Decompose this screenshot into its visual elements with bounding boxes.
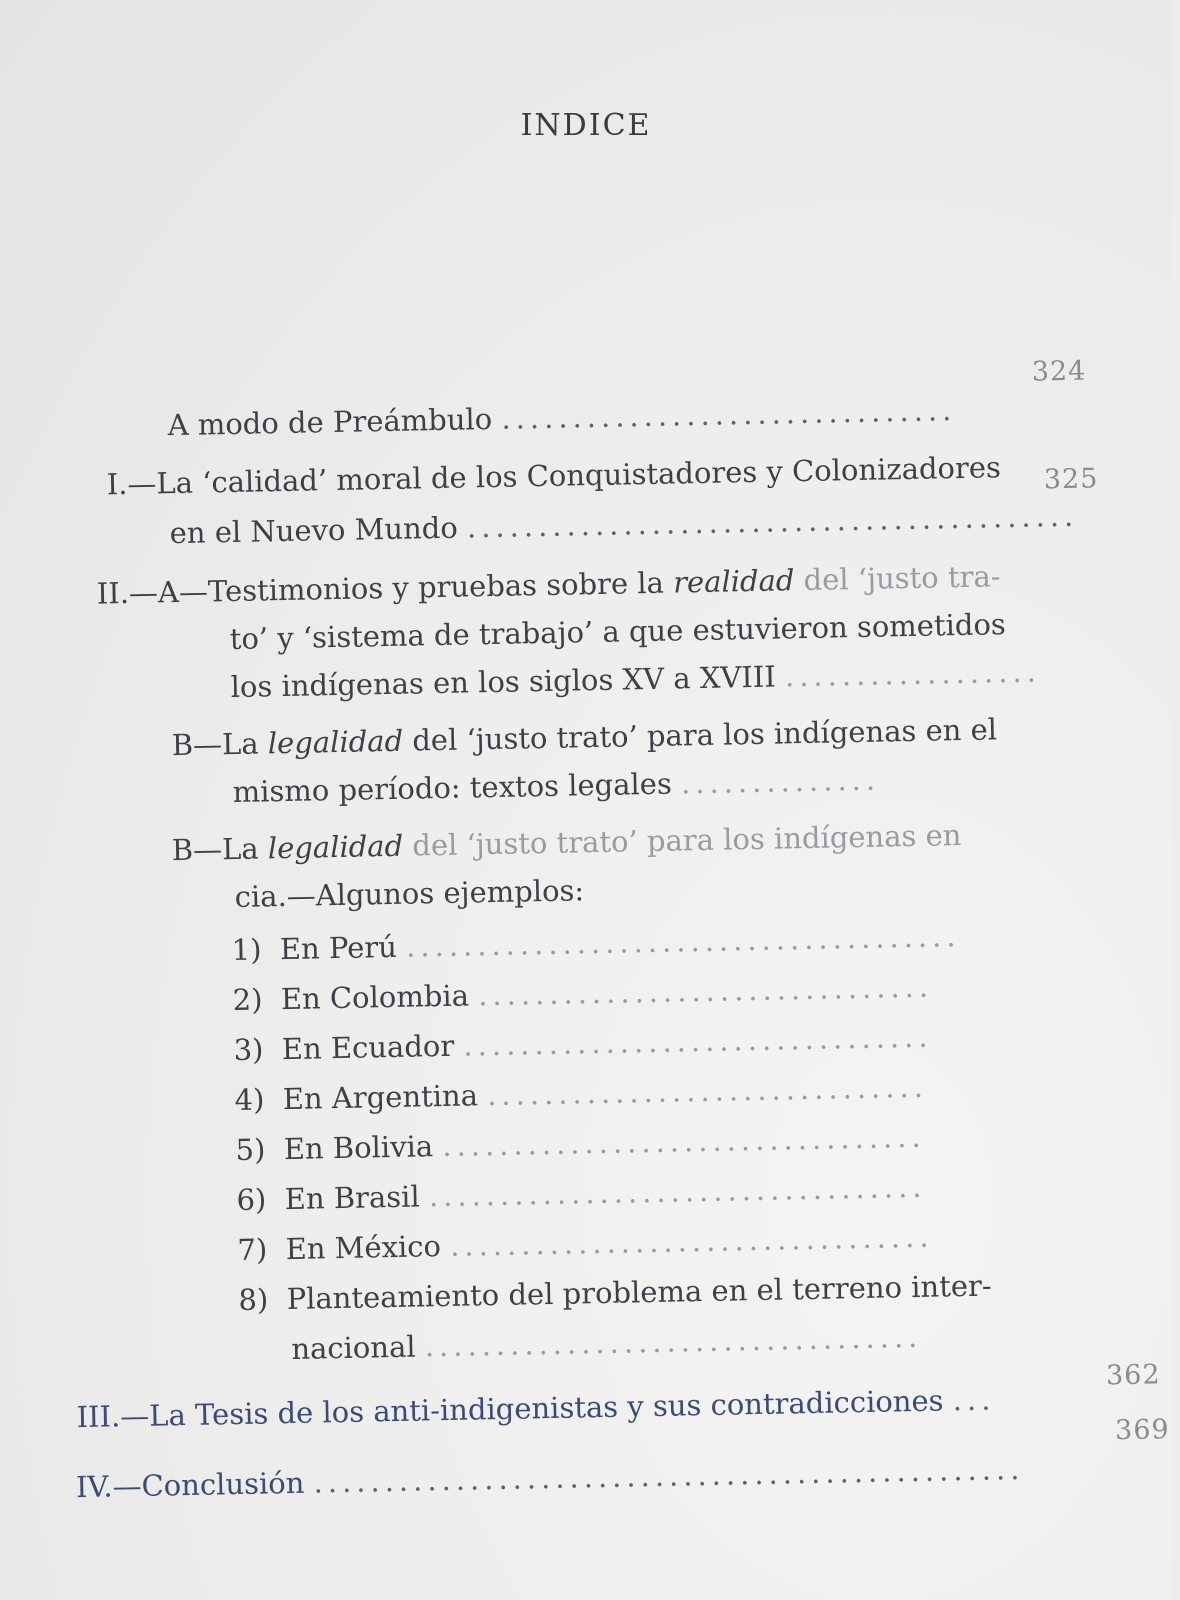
- toc-example-planteamiento-line2: [291, 1312, 1052, 1371]
- example-label: En Ecuador: [281, 1028, 455, 1067]
- toc-example-planteamiento[interactable]: [238, 1263, 1039, 1322]
- example-label: En Argentina: [282, 1078, 479, 1117]
- example-label: nacional: [291, 1329, 416, 1366]
- toc-entry-emphasis: realidad: [672, 563, 795, 600]
- toc-entry-i-continued[interactable]: [169, 495, 1079, 555]
- toc-entry-label: A—Testimonios y pruebas sobre la: [157, 565, 674, 610]
- page-title: INDICE: [520, 108, 652, 143]
- toc-entry-label: B—La: [171, 726, 269, 763]
- example-number: 4): [234, 1082, 265, 1118]
- page-number: 324: [1031, 355, 1087, 388]
- toc-entry-label: A modo de Preámbulo: [167, 401, 493, 443]
- example-number: 8): [238, 1282, 269, 1317]
- example-label: En México: [285, 1229, 442, 1267]
- leader-dots: ..............: [680, 762, 881, 801]
- section-number: I.—: [106, 466, 157, 502]
- leader-dots: ..................................: [449, 1219, 934, 1263]
- leader-dots: .......................................: [405, 919, 961, 964]
- toc-example-brasil[interactable]: [236, 1163, 997, 1222]
- toc-entry-emphasis: legalidad: [267, 723, 404, 761]
- leader-dots: ...............................: [486, 1069, 929, 1113]
- toc-entry-ii-b2[interactable]: [171, 812, 992, 872]
- table-of-contents: [0, 354, 1180, 1516]
- leader-dots: ................................: [501, 393, 957, 436]
- toc-example-peru[interactable]: [231, 913, 992, 972]
- toc-entry-label: cia.—Algunos ejemplos:: [234, 873, 585, 914]
- section-number: III.—: [76, 1398, 150, 1435]
- example-label: En Bolivia: [283, 1129, 434, 1167]
- toc-example-bolivia[interactable]: [235, 1113, 996, 1172]
- toc-example-mexico[interactable]: [237, 1213, 998, 1272]
- toc-entry-label: en el Nuevo Mundo: [169, 510, 459, 551]
- example-number: 5): [235, 1132, 266, 1168]
- example-number: 1): [231, 932, 262, 968]
- leader-dots: .................................: [463, 1019, 933, 1063]
- toc-entry-label: to’ y ‘sistema de trabajo’ a que estuvieron sometidos: [229, 607, 1007, 657]
- leader-dots: ................................: [477, 969, 934, 1013]
- example-label: En Colombia: [280, 978, 470, 1017]
- toc-entry-label: Conclusión: [141, 1465, 305, 1503]
- leader-dots: ...: [952, 1382, 996, 1418]
- leader-dots: ..................: [784, 654, 1042, 694]
- leader-dots: ..................................................: [313, 1451, 1025, 1500]
- example-label: En Perú: [279, 929, 398, 967]
- toc-entry-label: del ‘justo trato’ para los indígenas en el: [402, 712, 998, 758]
- example-label: Planteamiento del problema en el terreno inter-: [286, 1268, 992, 1317]
- example-number: 3): [233, 1032, 264, 1068]
- page-number: 325: [1043, 463, 1099, 496]
- toc-entry-ii-b1-line2: [232, 755, 993, 814]
- toc-entry-label: del ‘justo trato’ para los indígenas en: [402, 818, 962, 863]
- leader-dots: ...........................................: [466, 498, 1079, 545]
- toc-entry-label: La Tesis de los anti-indigenistas y sus contradicciones: [148, 1383, 944, 1433]
- toc-example-colombia[interactable]: [232, 963, 993, 1022]
- toc-entry-ii-b2-line2: [234, 865, 735, 919]
- section-number: II.—: [96, 575, 159, 611]
- toc-entry-label: del ‘justo tra-: [794, 559, 1001, 598]
- toc-example-argentina[interactable]: [234, 1063, 995, 1122]
- page-number: 362: [1105, 1359, 1161, 1392]
- toc-entry-ii-a-line3: [230, 650, 1042, 709]
- example-number: 2): [232, 982, 263, 1018]
- toc-entry-emphasis: legalidad: [267, 828, 404, 866]
- toc-entry-iv[interactable]: [76, 1446, 1077, 1509]
- toc-entry-preambulo[interactable]: [167, 387, 1008, 447]
- example-number: 6): [236, 1182, 267, 1217]
- leader-dots: ..................................: [441, 1119, 926, 1164]
- leader-dots: ...................................: [428, 1169, 927, 1214]
- example-number: 7): [237, 1232, 268, 1267]
- toc-entry-label: los indígenas en los siglos XV a XVIII: [230, 659, 777, 705]
- page-number: 369: [1114, 1414, 1170, 1447]
- toc-entry-label: B—La: [171, 831, 269, 868]
- toc-entry-label: La ‘calidad’ moral de los Conquistadores y Colonizadores: [156, 450, 1002, 501]
- leader-dots: ...................................: [424, 1319, 923, 1364]
- section-number: IV.—: [75, 1468, 142, 1505]
- toc-entry-label: mismo período: textos legales: [232, 766, 673, 809]
- toc-entry-iii[interactable]: [76, 1376, 1067, 1439]
- toc-example-ecuador[interactable]: [233, 1013, 994, 1072]
- example-label: En Brasil: [284, 1179, 420, 1217]
